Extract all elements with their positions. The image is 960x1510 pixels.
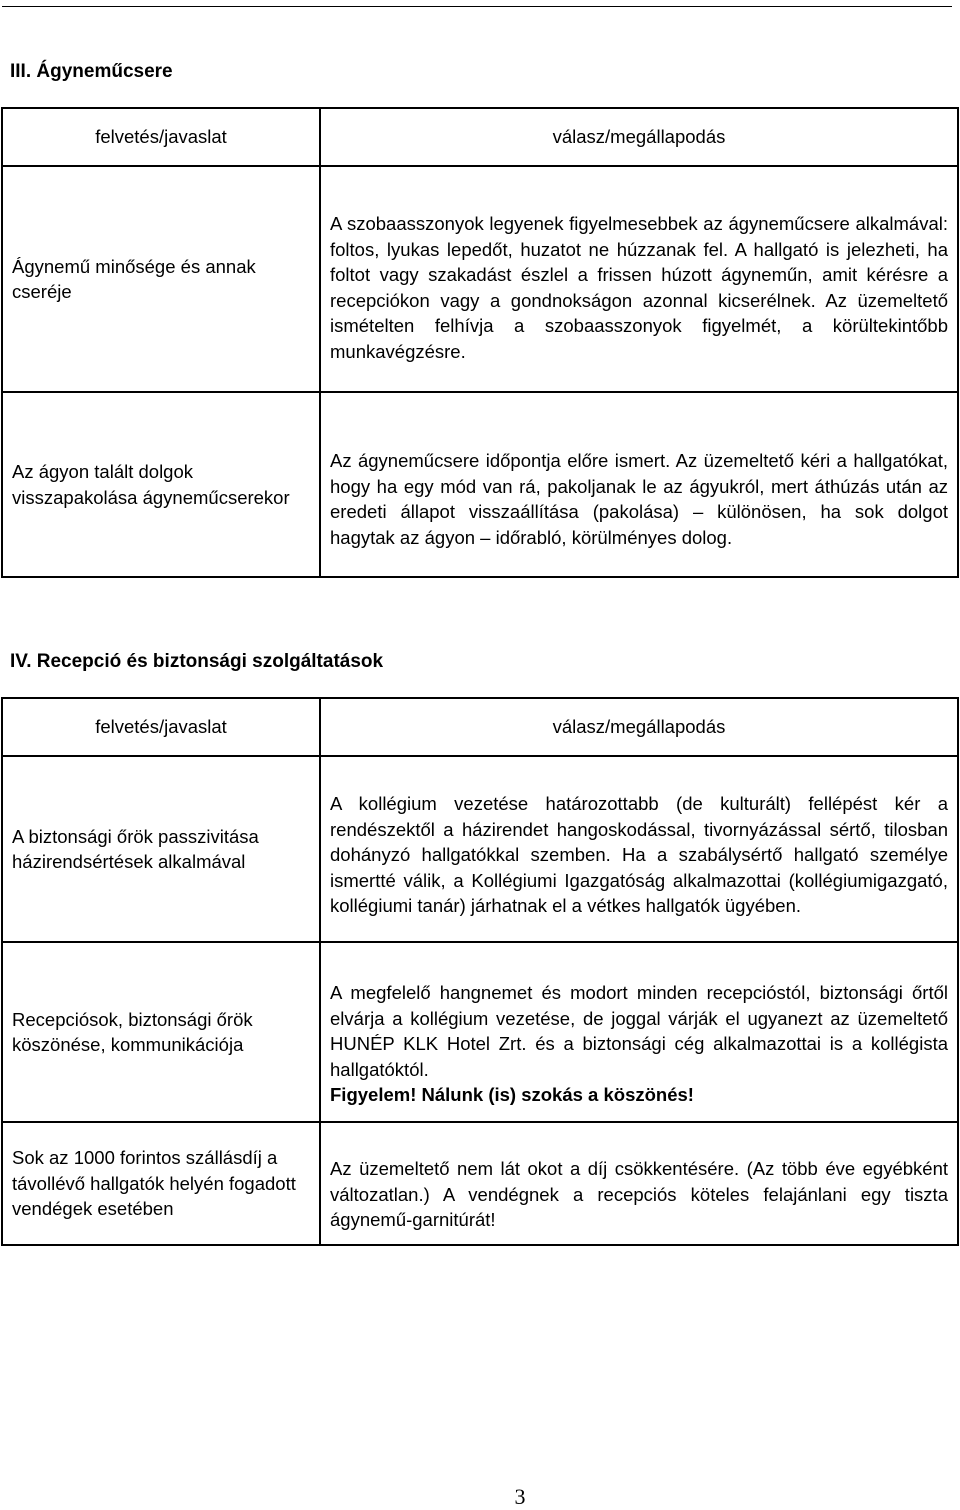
section-4-table [1,697,959,1246]
row-topic: Recepciósok, biztonsági őrök köszönése, kommunikációja [2,942,320,1122]
row-answer: A kollégium vezetése határozottabb (de kulturált) fellépést kér a rendészektől a házirendet hangoskodással, tivornyázással sértő, tilosban dohányzó hallgatókkal szemben. Ha a szabálysértő hallgató személye ismertté válik, a Kollégiumi Igazgatóság alkalmazottai (kollégiumigazgató, kollégiumi tanár) járhatnak el a vétkes hallgatók ügyében. [320,756,958,942]
row-answer: A szobaasszonyok legyenek figyelmesebbek az ágyneműcsere alkalmával: foltos, lyukas lepedőt, huzatot ne húzzanak fel. A hallgató is jelezheti, ha foltot vagy szakadást észlel a frissen húzott ágyneműn, amit kérésre a recepciókon vagy a gondnokságon azonnal kicserélnek. Az üzemeltető ismételten felhívja a szobaasszonyok figyelmét, a körültekintőbb munkavégzésre. [320,166,958,392]
header-proposal: felvetés/javaslat [2,108,320,166]
page-number: 3 [514,1484,526,1509]
courtesy-notice: Figyelem! Nálunk (is) szokás a köszönés! [330,1084,694,1106]
table-row [2,1122,958,1245]
row-answer: Az ágyneműcsere időpontja előre ismert. Az üzemeltető kéri a hallgatókat, hogy ha egy mód van rá, pakoljanak le az ágyukról, mert áthúzás után az eredeti állapot visszaállítása (pakolása) – különösen, ha sok dolgot hagytak az ágyon – időrabló, körülményes dolog. [320,392,958,577]
row-topic: A biztonsági őrök passzivitása házirendsértések alkalmával [2,756,320,942]
row-topic: Az ágyon talált dolgok visszapakolása ágyneműcserekor [2,392,320,577]
row-answer: Az üzemeltető nem lát okot a díj csökkentésére. (Az több éve egyébként változatlan.) A vendégnek a recepciós köteles felajánlani egy tiszta ágynemű-garnitúrát! [320,1122,958,1245]
row-topic: Sok az 1000 forintos szállásdíj a távollévő hallgatók helyén fogadott vendégek esetében [2,1122,320,1245]
row-answer: A megfelelő hangnemet és modort minden recepcióstól, biztonsági őrtől elvárja a kollégium vezetése, de joggal várják el ugyanezt az üzemeltető HUNÉP KLK Hotel Zrt. és a biztonsági cég alkalmazottai is a kollégista hallgatóktól. [330,982,948,1080]
table-row [2,942,958,1122]
table-row [2,166,958,392]
section-4-title: IV. Recepció és biztonsági szolgáltatások [10,651,384,672]
header-response: válasz/megállapodás [320,108,958,166]
section-3-title: III. Ágyneműcsere [10,61,173,82]
table-header-row [2,108,958,166]
table-row [2,392,958,577]
table-row [2,756,958,942]
header-proposal: felvetés/javaslat [2,698,320,756]
header-response: válasz/megállapodás [320,698,958,756]
table-header-row [2,698,958,756]
section-3-table [1,107,959,578]
row-topic: Ágynemű minősége és annak cseréje [2,166,320,392]
top-rule [2,6,952,7]
row-answer-cell [320,942,958,1122]
